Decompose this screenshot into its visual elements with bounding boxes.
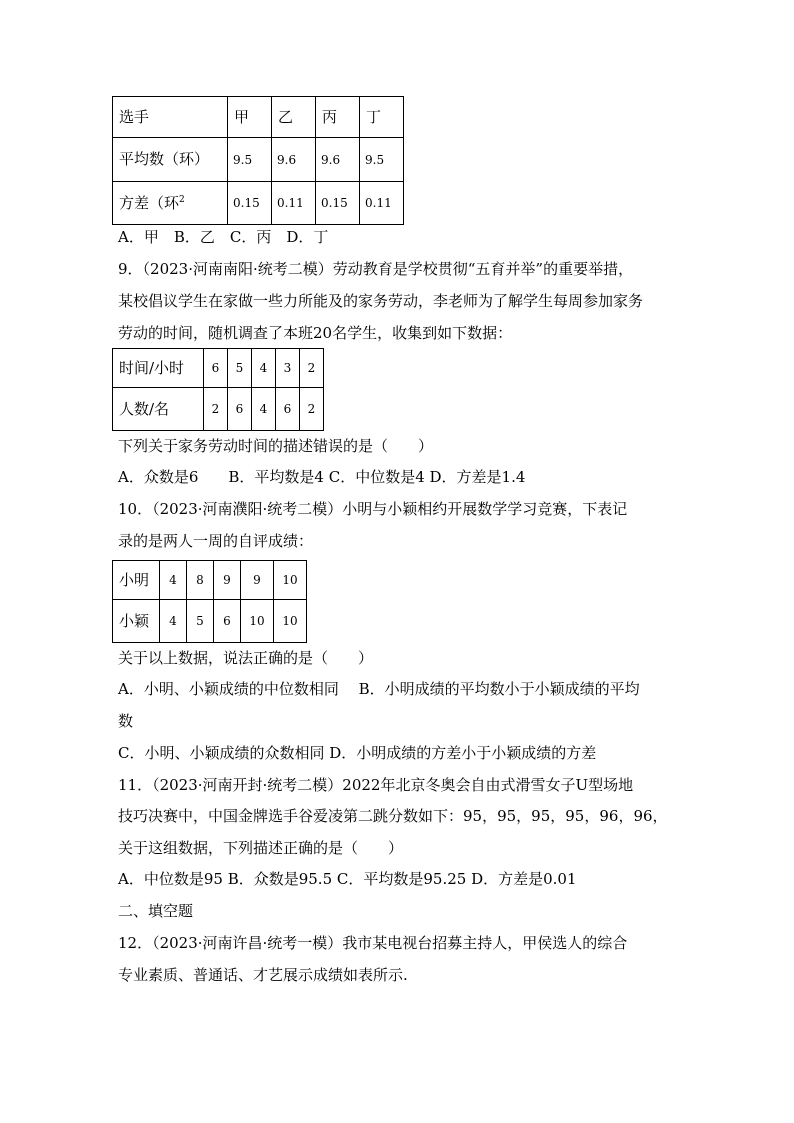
table-cell: 9.5 xyxy=(360,138,404,182)
table-row xyxy=(113,97,404,138)
table-row xyxy=(113,561,307,600)
table-header-cell: 乙 xyxy=(272,97,316,138)
table-cell: 5 xyxy=(228,349,252,388)
row-label-xiaoming: 小明 xyxy=(113,561,160,600)
q10-score-table xyxy=(112,560,307,643)
table-header-cell: 选手 xyxy=(113,97,228,138)
q9-text-line: 劳动的时间，随机调查了本班20名学生，收集到如下数据： xyxy=(118,324,513,342)
table-cell: 0.15 xyxy=(228,182,272,225)
q10-text-line: 10．（2023·河南濮阳·统考二模）小明与小颖相约开展数学学习竞赛，下表记 xyxy=(118,500,628,518)
q9-text-line: 9．（2023·河南南阳·统考二模）劳动教育是学校贯彻“五育并举”的重要举措， xyxy=(118,260,634,278)
variance-label-text: 方差（环 xyxy=(119,193,180,212)
table-cell: 10 xyxy=(241,600,274,643)
q9-text-line: 某校倡议学生在家做一些力所能及的家务劳动，李老师为了解学生每周参加家务 xyxy=(118,292,644,310)
table-cell: 4 xyxy=(160,600,187,643)
row-label-people: 人数/名 xyxy=(113,388,204,431)
table-cell: 0.15 xyxy=(316,182,360,225)
q9-options: A．众数是6 B．平均数是4 C．中位数是4 D．方差是1.4 xyxy=(118,468,526,486)
table-row xyxy=(113,600,307,643)
q8-score-table xyxy=(112,96,404,225)
q11-text-line: 技巧决赛中，中国金牌选手谷爱凌第二跳分数如下：95，95，95，95，96，96， xyxy=(118,807,668,825)
table-cell: 5 xyxy=(187,600,214,643)
table-cell: 9 xyxy=(241,561,274,600)
table-cell: 9.5 xyxy=(228,138,272,182)
q11-text-line: 关于这组数据，下列描述正确的是（ ） xyxy=(118,839,404,857)
table-cell: 0.11 xyxy=(360,182,404,225)
table-cell: 2 xyxy=(204,388,228,431)
table-cell: 9.6 xyxy=(316,138,360,182)
table-header-cell: 丁 xyxy=(360,97,404,138)
table-cell: 6 xyxy=(228,388,252,431)
row-label-hours: 时间/小时 xyxy=(113,349,204,388)
q8-options: A．甲 B．乙 C．丙 D．丁 xyxy=(118,228,329,246)
table-cell: 4 xyxy=(252,388,276,431)
row-label-average: 平均数（环） xyxy=(113,138,228,182)
table-row xyxy=(113,388,324,431)
table-header-cell: 甲 xyxy=(228,97,272,138)
table-cell: 4 xyxy=(252,349,276,388)
q10-question: 关于以上数据，说法正确的是（ ） xyxy=(118,649,374,667)
q10-option-line: A．小明、小颖成绩的中位数相同 B．小明成绩的平均数小于小颖成绩的平均 xyxy=(118,680,640,698)
table-cell: 8 xyxy=(187,561,214,600)
table-cell: 9 xyxy=(214,561,241,600)
table-cell: 0.11 xyxy=(272,182,316,225)
table-cell: 6 xyxy=(276,388,300,431)
section-heading: 二、填空题 xyxy=(118,902,194,920)
row-label-variance xyxy=(113,182,228,225)
table-header-cell: 丙 xyxy=(316,97,360,138)
row-label-xiaoying: 小颖 xyxy=(113,600,160,643)
q12-text-line: 12．（2023·河南许昌·统考一模）我市某电视台招募主持人，甲侯选人的综合 xyxy=(118,934,628,952)
table-row xyxy=(113,349,324,388)
q10-text-line: 录的是两人一周的自评成绩： xyxy=(118,532,314,550)
table-cell: 6 xyxy=(214,600,241,643)
q10-option-line: C．小明、小颖成绩的众数相同 D．小明成绩的方差小于小颖成绩的方差 xyxy=(118,744,597,762)
table-cell: 3 xyxy=(276,349,300,388)
table-cell: 10 xyxy=(274,561,307,600)
table-cell: 2 xyxy=(300,388,324,431)
table-cell: 6 xyxy=(204,349,228,388)
table-cell: 2 xyxy=(300,349,324,388)
q10-option-line: 数 xyxy=(118,712,134,730)
table-cell: 9.6 xyxy=(272,138,316,182)
variance-label-sup: 2 xyxy=(179,194,185,205)
table-cell: 10 xyxy=(274,600,307,643)
q11-text-line: 11．（2023·河南开封·统考二模）2022年北京冬奥会自由式滑雪女子U型场地 xyxy=(118,776,634,794)
q9-question: 下列关于家务劳动时间的描述错误的是（ ） xyxy=(118,437,434,455)
q9-data-table xyxy=(112,348,324,431)
table-row xyxy=(113,182,404,225)
q11-options: A．中位数是95 B．众数是95.5 C．平均数是95.25 D．方差是0.01 xyxy=(118,870,577,888)
q12-text-line: 专业素质、普通话、才艺展示成绩如表所示. xyxy=(118,966,408,984)
table-row xyxy=(113,138,404,182)
table-cell: 4 xyxy=(160,561,187,600)
